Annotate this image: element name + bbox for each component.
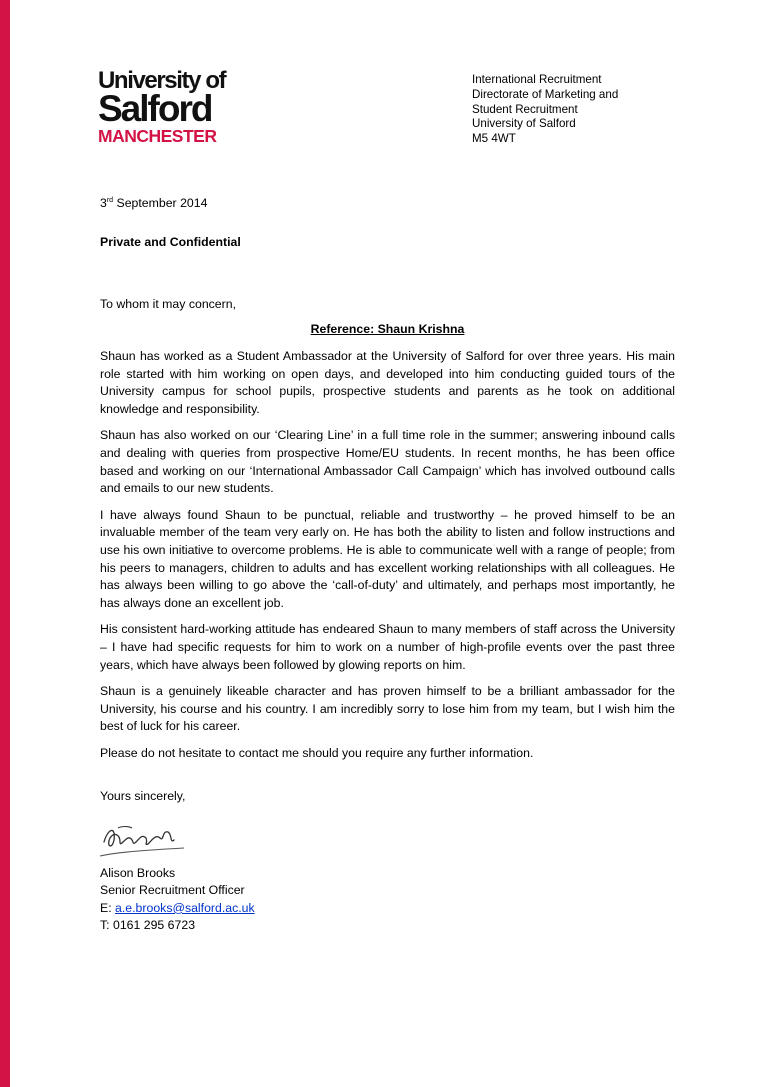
signer-email-line [100,900,255,917]
signer-title: Senior Recruitment Officer [100,883,245,898]
address-line: Directorate of Marketing and [472,87,619,101]
address-line: International Recruitment [472,73,602,86]
email-label: E: [100,900,116,915]
brand-accent-bar [0,0,10,1087]
body-paragraph: I have always found Shaun to be punctual, reliable and trustworthy – he proved himself to be an invaluable member of the team very early on. He has both the ability to listen and follow instructions and use his own initiative to overcome problems. He is able to communicate well with a range of people; from his peers to managers, children to adults and has excellent working relationships with all colleagues. He has always been willing to go above the ‘call-of-duty’ and ultimately, and perhaps most importantly, he has always done an excellent job. [100,507,675,610]
university-logo [98,67,238,146]
signature-image [98,820,198,864]
logo-line-university-of: University of [98,67,226,94]
body-paragraph: Please do not hesitate to contact me should you require any further information. [100,745,534,760]
logo-line-manchester: MANCHESTER [98,126,217,146]
date-rest: September 2014 [113,196,208,210]
letter-body [100,348,675,771]
reference-heading [100,322,675,336]
signature-block [100,865,255,935]
address-line: University of Salford [472,117,576,131]
body-paragraph: His consistent hard-working attitude has endeared Shaun to many members of staff across the University – I have had specific requests for him to work on a number of high-profile events over the past three years, which have always been followed by glowing reports on him. [100,622,675,672]
reference-title: Reference: Shaun Krishna [310,322,465,336]
sender-address [472,73,618,147]
logo-line-salford: Salford [98,88,212,129]
salutation: To whom it may concern, [100,297,236,311]
date-day: 3 [100,196,107,210]
address-line: M5 4WT [472,132,516,146]
address-line: Student Recruitment [472,102,578,116]
signer-phone: T: 0161 295 6723 [100,918,196,933]
body-paragraph: Shaun has also worked on our ‘Clearing Line’ in a full time role in the summer; answering inbound calls and dealing with queries from prospective Home/EU students. In recent months, he has been office based and working on our ‘International Ambassador Call Campaign’ which has involved outbound calls and emails to our new students. [100,428,675,496]
date-suffix: rd [106,196,114,204]
letter-date [100,196,207,210]
confidential-heading: Private and Confidential [100,235,241,249]
email-link[interactable]: a.e.brooks@salford.ac.uk [115,900,255,915]
closing: Yours sincerely, [100,789,186,803]
body-paragraph: Shaun is a genuinely likeable character and has proven himself to be a brilliant ambassador for the University, his course and his country. I am incredibly sorry to lose him from my team, but I wish him the best of luck for his career. [100,684,675,734]
signer-name: Alison Brooks [100,866,176,880]
body-paragraph: Shaun has worked as a Student Ambassador at the University of Salford for over three years. His main role started with him working on open days, and developed into him conducting guided tours of the University campus for school pupils, prospective students and parents as he took on additional knowledge and responsibility. [100,349,675,416]
